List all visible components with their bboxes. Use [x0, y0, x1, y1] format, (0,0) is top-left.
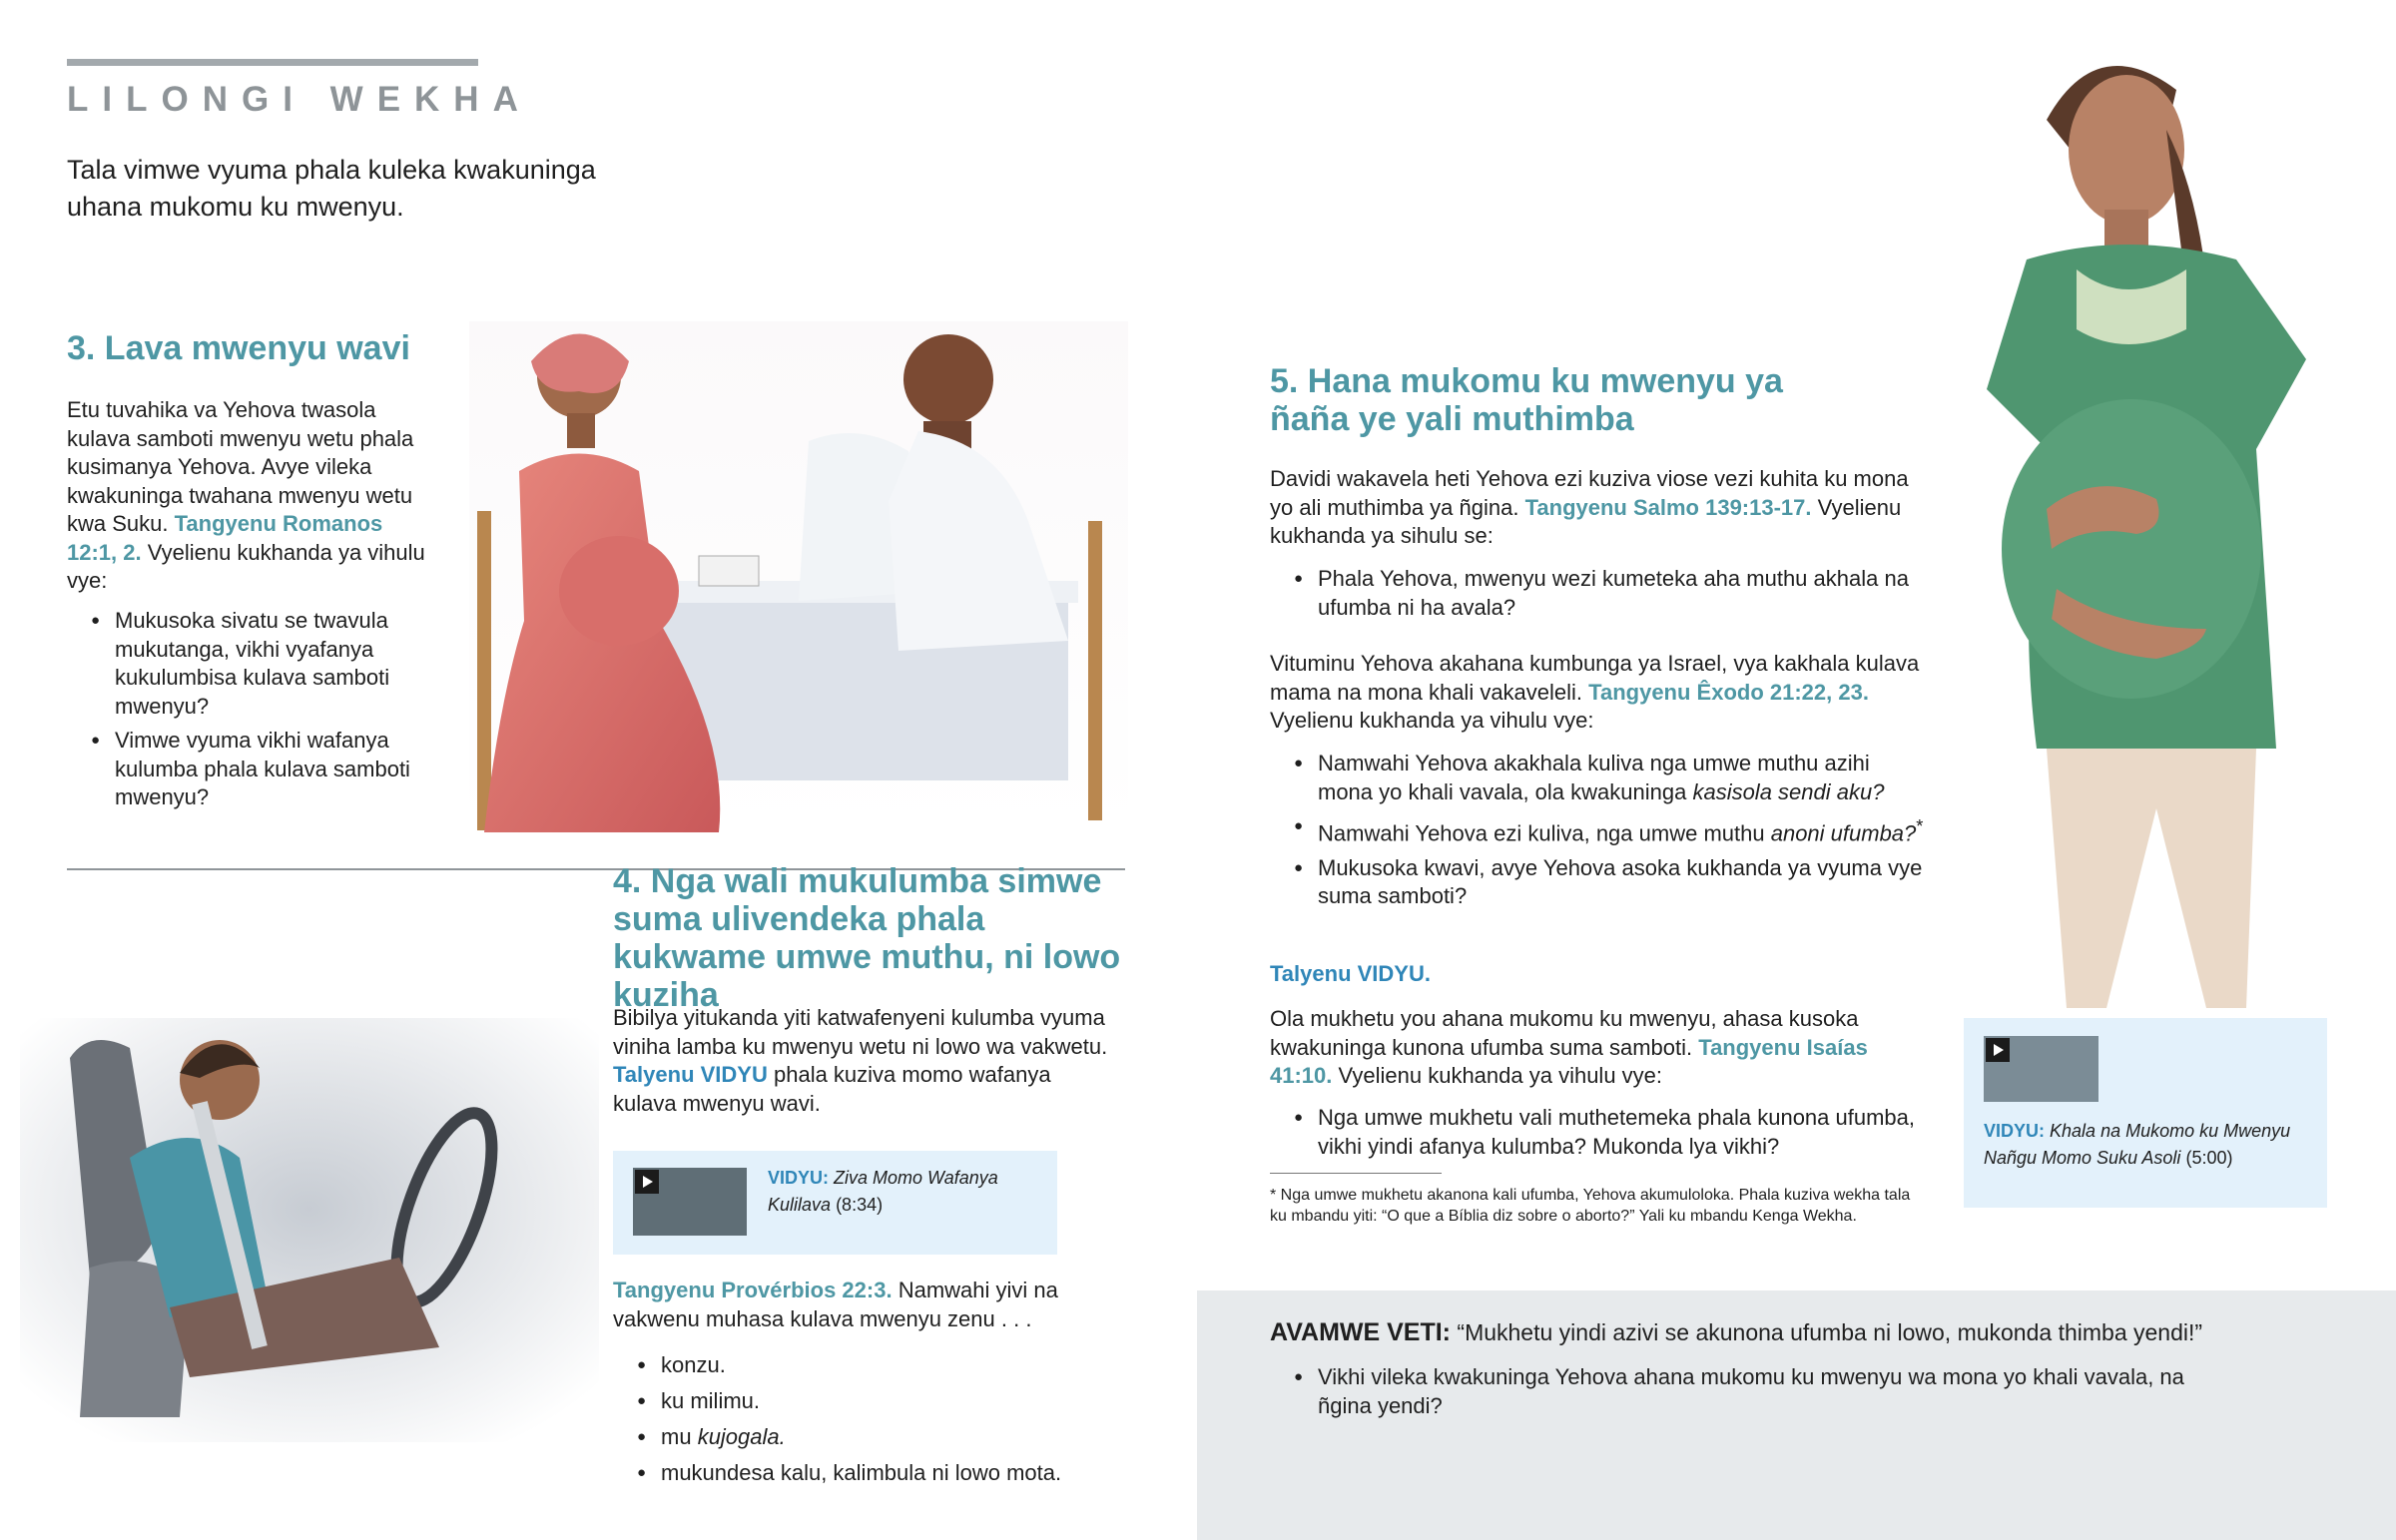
- scripture-link-isaias[interactable]: Tangyenu Isaías 41:10.: [1270, 1034, 1868, 1088]
- video-card-ziva-momo[interactable]: [613, 1151, 1057, 1255]
- section-5-question-intro: Vyelienu kukhanda ya sihulu se:: [1270, 494, 1902, 548]
- video-label: VIDYU:: [768, 1168, 830, 1188]
- list-item: ● Nga umwe mukhetu vali muthetemeka phala kunona ufumba, vikhi yindi afanya kulumba? Mukonda lya vikhi?: [1270, 1104, 1929, 1161]
- section-4-text: Bibilya yitukanda yiti katwafenyeni kulumba vyuma viniha lamba ku mwenyu wetu ni lowo wa vakwetu.: [613, 1005, 1108, 1059]
- top-rule: [67, 59, 478, 66]
- quote-text: “Mukhetu yindi azivi se akunona ufumba ni lowo, mukonda thimba yendi!”: [1457, 1319, 2203, 1345]
- video-duration: (8:34): [836, 1195, 884, 1215]
- list-item: ● mukundesa kalu, kalimbula ni lowo mota.: [613, 1455, 1112, 1491]
- footnote-rule: [1270, 1173, 1442, 1174]
- section-5-para-3: [1270, 1005, 1929, 1091]
- scripture-link-proverbios[interactable]: Tangyenu Provérbios 22:3.: [613, 1278, 893, 1302]
- section-3-questions: [67, 607, 426, 812]
- section-3-body: [67, 396, 428, 596]
- section-5-text: Davidi wakavela heti Yehova ezi kuziva viose vezi kuhita ku mona yo ali muthimba ya ñgina.: [1270, 466, 1909, 520]
- list-item: ● ku milimu.: [613, 1383, 1112, 1419]
- footnote: * Nga umwe mukhetu akanona kali ufumba, Yehova akumuloloka. Phala kuziva wekha tala ku mbandu yiti: “O que a Bíblia diz sobre o aborto?” Yali ku mbandu Kenga Wekha.: [1270, 1187, 1911, 1225]
- seatbelt-illustration: [20, 1018, 599, 1442]
- footnote-marker[interactable]: *: [1916, 815, 1924, 836]
- section-5-list-2: [1270, 750, 1929, 911]
- section-5-title: 5. Hana mukomu ku mwenyu ya ñaña ye yali muthimba: [1270, 362, 1783, 438]
- section-4-text-end: phala kuziva momo wafanya kulava mwenyu wavi.: [613, 1062, 1051, 1116]
- video-label: VIDYU:: [1984, 1121, 2046, 1141]
- section-5-question-intro: Vyelienu kukhanda ya vihulu vye:: [1270, 708, 1594, 733]
- intro-text: Tala vimwe vyuma phala kuleka kwakuninga uhana mukomu ku mwenyu.: [67, 155, 596, 222]
- list-item: ● Mukusoka kwavi, avye Yehova asoka kukhanda ya vyuma vye suma samboti?: [1270, 854, 1929, 911]
- section-5-question-intro: Vyelienu kukhanda ya vihulu vye:: [1338, 1063, 1663, 1088]
- video-thumbnail[interactable]: [633, 1168, 747, 1236]
- section-5-para-1: [1270, 465, 1929, 551]
- section-4-prompt: Namwahi yivi na vakwenu muhasa kulava mwenyu zenu . . .: [613, 1278, 1058, 1331]
- video-link[interactable]: Talyenu VIDYU: [613, 1062, 768, 1087]
- section-5-para-2: [1270, 650, 1929, 736]
- section-3-question-intro: Vyelienu kukhanda ya vihulu vye:: [67, 539, 425, 593]
- video-card-khala-na-mukomo[interactable]: [1964, 1018, 2327, 1208]
- play-icon: [1986, 1038, 2010, 1062]
- list-item: ● Namwahi Yehova ezi kuliva, nga umwe muthu anoni ufumba?*: [1270, 812, 1929, 848]
- section-4-list: [613, 1347, 1112, 1491]
- video-title: Ziva Momo Wafanya Kulilava: [768, 1168, 998, 1215]
- list-item: ● Mukusoka sivatu se twavula mukutanga, vikhi vyafanya kukulumbisa kulava samboti mwenyu?: [67, 607, 426, 721]
- list-item: ● Vimwe vyuma vikhi wafanya kulumba phala kulava samboti mwenyu?: [67, 727, 426, 812]
- play-icon: [635, 1170, 659, 1194]
- pregnant-woman-illustration: [1957, 30, 2356, 1018]
- list-item: ● Phala Yehova, mwenyu wezi kumeteka aha muthu akhala na ufumba ni ha avala?: [1270, 565, 1929, 622]
- scripture-link-salmo[interactable]: Tangyenu Salmo 139:13-17.: [1524, 494, 1812, 520]
- section-4-read: [613, 1277, 1092, 1333]
- list-item: ● Namwahi Yehova akakhala kuliva nga umwe muthu azihi mona yo khali vavala, ola kwakuninga kasisola sendi aku?: [1270, 750, 1929, 806]
- section-kicker: LILONGI WEKHA: [67, 80, 532, 119]
- doctor-visit-illustration: [469, 321, 1128, 832]
- avamwe-veti-quote: [1270, 1317, 2348, 1347]
- section-4-title: 4. Nga wali mukulumba simwe suma ulivendeka phala kukwame umwe muthu, ni lowo kuziha: [613, 862, 1121, 1014]
- list-item: ● konzu.: [613, 1347, 1112, 1383]
- section-3-title: 3. Lava mwenyu wavi: [67, 329, 410, 367]
- scripture-link-exodo[interactable]: Tangyenu Êxodo 21:22, 23.: [1588, 679, 1869, 705]
- avamwe-veti-list: [1270, 1363, 2208, 1420]
- scripture-link-romanos[interactable]: Tangyenu Romanos 12:1, 2.: [67, 511, 383, 565]
- section-3-text: Etu tuvahika va Yehova twasola kulava samboti mwenyu wetu phala kusimanya Yehova. Avye vileka kwakuninga twahana mwenyu wetu kwa Suku.: [67, 397, 414, 536]
- video-caption: [768, 1165, 1037, 1219]
- section-5-list-1: [1270, 565, 1929, 622]
- list-item: ● mu kujogala.: [613, 1419, 1112, 1455]
- video-duration: (5:00): [2185, 1148, 2233, 1168]
- section-4-body: [613, 1004, 1112, 1118]
- video-caption: [1984, 1118, 2313, 1172]
- video-heading[interactable]: Talyenu VIDYU.: [1270, 961, 1431, 986]
- video-title: Khala na Mukomo ku Mwenyu Nañgu Momo Suku Asoli: [1984, 1121, 2291, 1168]
- video-thumbnail[interactable]: [1984, 1036, 2098, 1102]
- list-item: ● Vikhi vileka kwakuninga Yehova ahana mukomu ku mwenyu wa mona yo khali vavala, na ñgina yendi?: [1270, 1363, 2208, 1420]
- section-5-text: Ola mukhetu you ahana mukomu ku mwenyu, ahasa kusoka kwakuninga kunona ufumba suma samboti.: [1270, 1006, 1859, 1060]
- section-5-text: Vituminu Yehova akahana kumbunga ya Israel, vya kakhala kulava mama na mona khali vakaveleli.: [1270, 651, 1920, 705]
- avamwe-veti-label: AVAMWE VETI:: [1270, 1318, 1452, 1346]
- section-5-list-3: [1270, 1104, 1929, 1161]
